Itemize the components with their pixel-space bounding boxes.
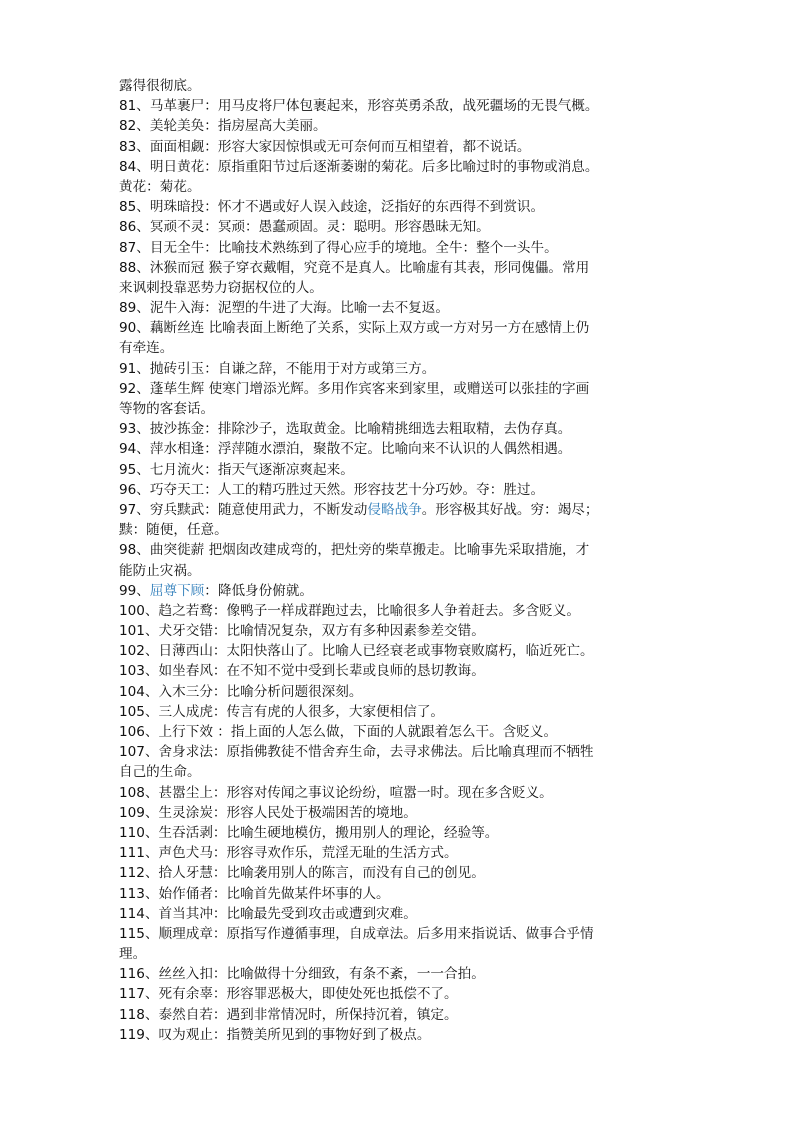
text-line: 117、死有余辜：形容罪恶极大，即使处死也抵偿不了。: [119, 986, 458, 1003]
document-page: [119, 76, 679, 1045]
text-line: 等物的客套话。: [119, 401, 215, 417]
text-line: 88、沐猴而冠 猴子穿衣戴帽，究竟不是真人。比喻虚有其表，形同傀儡。常用: [119, 259, 590, 276]
text-line: 85、明珠暗投：怀才不遇或好人误入歧途，泛指好的东西得不到赏识。: [119, 199, 545, 216]
text-line: 黄花：菊花。: [119, 178, 201, 195]
text-line: 106、上行下效 ：指上面的人怎么做，下面的人就跟着怎么干。含贬义。: [119, 724, 558, 740]
line-text-after-link: ：降低身份俯就。: [204, 582, 314, 599]
text-line: 来讽刺投靠恶势力窃据权位的人。: [119, 279, 323, 296]
hyperlink[interactable]: 侵略战争: [367, 501, 422, 518]
text-line: 98、曲突徙薪 把烟囱改建成弯的，把灶旁的柴草搬走。比喻事先采取措施，才: [119, 542, 590, 559]
text-line: [119, 500, 679, 520]
text-line: 理。: [119, 946, 147, 963]
text-line: 90、藕断丝连 比喻表面上断绝了关系，实际上双方或一方对另一方在感情上仍: [119, 320, 590, 337]
text-line: 115、顺理成章：原指写作遵循事理，自成章法。后多用来指说话、做事合乎情: [119, 925, 594, 942]
text-line: 119、叹为观止：指赞美所见到的事物好到了极点。: [119, 1026, 431, 1043]
text-line: 109、生灵涂炭：形容人民处于极端困苦的境地。: [119, 804, 417, 821]
text-line: 105、三人成虎：传言有虎的人很多，大家便相信了。: [119, 703, 445, 720]
text-line: 83、面面相觑：形容大家因惊惧或无可奈何而互相望着，都不说话。: [119, 138, 531, 155]
hyperlink[interactable]: 屈尊下顾: [149, 582, 205, 599]
text-line: 黩：随便，任意。: [119, 522, 228, 539]
text-line: 108、甚嚣尘上：形容对传闻之事议论纷纷，喧嚣一时。现在多含贬义。: [119, 784, 553, 801]
text-line: 94、萍水相逢：浮萍随水漂泊，聚散不定。比喻向来不认识的人偶然相遇。: [119, 441, 572, 458]
text-line: 95、七月流火：指天气逐渐凉爽起来。: [119, 461, 354, 478]
text-line: 107、舍身求法：原指佛教徒不惜舍弃生命，去寻求佛法。后比喻真理而不牺牲: [119, 744, 594, 761]
text-line: 112、拾人牙慧：比喻袭用别人的陈言，而没有自己的创见。: [119, 865, 485, 882]
text-line: 有牵连。: [119, 340, 174, 357]
text-line: 93、披沙拣金：排除沙子，选取黄金。比喻精挑细选去粗取精，去伪存真。: [119, 421, 572, 438]
text-line: 102、日薄西山：太阳快落山了。比喻人已经衰老或事物衰败腐朽，临近死亡。: [119, 643, 594, 660]
line-text-before-link: 97、穷兵黩武：随意使用武力，不断发动: [119, 501, 368, 518]
text-line: 84、明日黄花：原指重阳节过后逐渐萎谢的菊花。后多比喻过时的事物或消息。: [119, 158, 599, 175]
text-line: 111、声色犬马：形容寻欢作乐，荒淫无耻的生活方式。: [119, 845, 458, 862]
text-line: 92、蓬荜生辉 使寒门增添光辉。多用作宾客来到家里，或赠送可以张挂的字画: [119, 380, 590, 397]
text-line: 89、泥牛入海：泥塑的牛进了大海。比喻一去不复返。: [119, 300, 449, 317]
text-line: 113、始作俑者：比喻首先做某件坏事的人。: [119, 885, 390, 902]
text-line: 103、如坐春风：在不知不觉中受到长辈或良师的恳切教诲。: [119, 663, 485, 680]
text-line: 自己的生命。: [119, 764, 201, 781]
text-line: 96、巧夺天工：人工的精巧胜过天然。形容技艺十分巧妙。夺：胜过。: [119, 481, 545, 498]
text-line: 81、马革裹尸：用马皮将尸体包裹起来，形容英勇杀敌，战死疆场的无畏气概。: [119, 98, 599, 115]
text-line: 87、目无全牛：比喻技术熟练到了得心应手的境地。全牛：整个一头牛。: [119, 239, 558, 256]
text-line: 露得很彻底。: [119, 78, 201, 94]
text-line: 91、抛砖引玉：自谦之辞，不能用于对方或第三方。: [119, 360, 436, 377]
text-line: 110、生吞活剥：比喻生硬地模仿，搬用别人的理论，经验等。: [119, 824, 499, 841]
text-line: 101、犬牙交错：比喻情况复杂，双方有多种因素参差交错。: [119, 623, 485, 640]
text-line: 82、美轮美奂：指房屋高大美丽。: [119, 118, 327, 135]
text-line: 104、入木三分：比喻分析问题很深刻。: [119, 683, 363, 700]
text-line: 116、丝丝入扣：比喻做得十分细致，有条不紊，一一合拍。: [119, 966, 485, 983]
text-line: 能防止灾祸。: [119, 562, 201, 579]
line-text-after-link: 。形容极其好战。穷：竭尽；: [421, 501, 599, 518]
text-line: 86、冥顽不灵：冥顽：愚蠢顽固。灵：聪明。形容愚昧无知。: [119, 219, 490, 236]
text-line: 118、泰然自若：遇到非常情况时，所保持沉着，镇定。: [119, 1006, 458, 1023]
text-line: [119, 581, 679, 601]
text-line: 114、首当其冲：比喻最先受到攻击或遭到灾难。: [119, 905, 417, 922]
text-line: 100、趋之若鹜：像鸭子一样成群跑过去，比喻很多人争着赶去。多含贬义。: [119, 602, 580, 619]
line-text-before-link: 99、: [119, 582, 150, 599]
